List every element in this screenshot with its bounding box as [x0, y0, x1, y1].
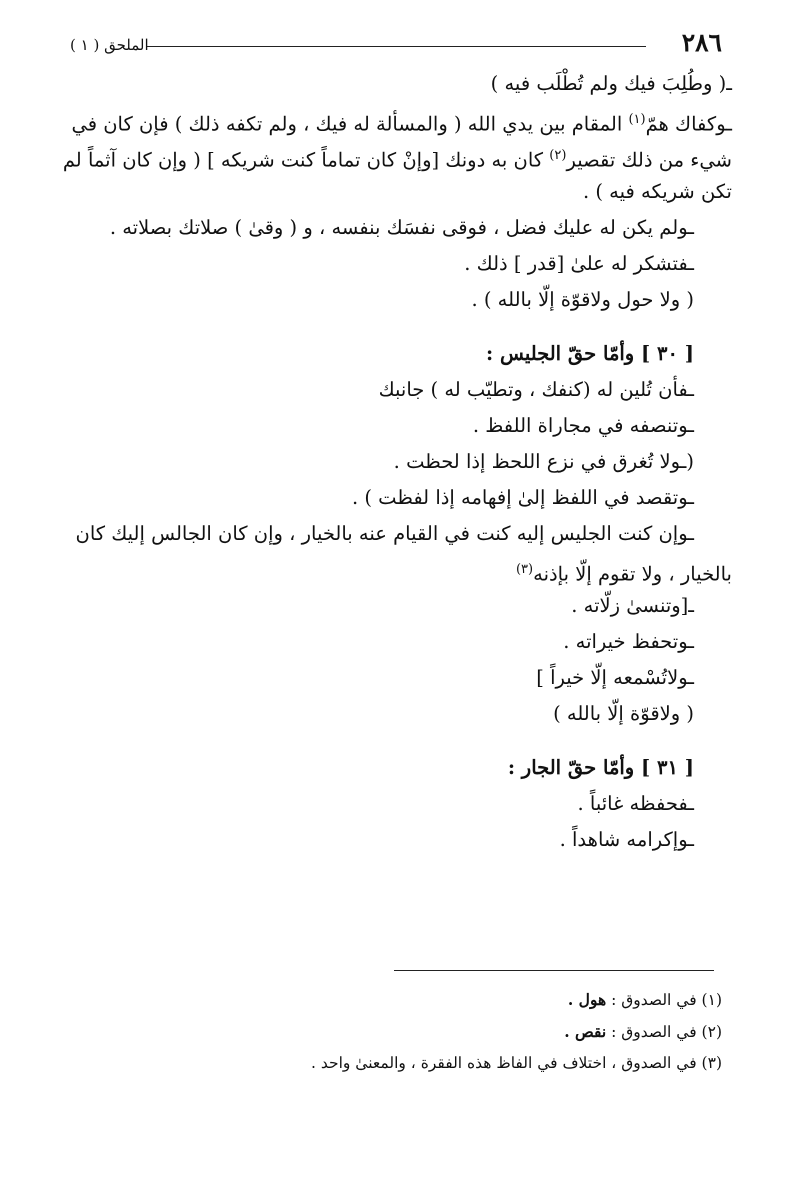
- footnote-ref: (٢): [549, 148, 567, 163]
- footnote-ref: (١): [628, 112, 646, 127]
- text-line: ـوتحفظ خيراته .: [563, 630, 694, 653]
- footnote-number: (٣): [701, 1054, 722, 1072]
- footnote-ref: (٣): [515, 562, 534, 577]
- text-line: ـولم يكن له عليك فضل ، فوقى نفسَك بنفسه ، و ( وقىٰ ) صلاتك بصلاته .: [109, 216, 694, 239]
- text-line: ـولاتُسْمعه إلّا خيراً ]: [536, 666, 694, 689]
- footnote: [70, 1016, 722, 1048]
- text-segment: شيء من ذلك تقصير: [566, 148, 732, 172]
- text-line: ـ[وتنسىٰ زلّاته .: [571, 594, 694, 617]
- page-header: [70, 28, 722, 62]
- text-segment: كان به دونك [وإنْ كان تماماً كنت شريكه ] ( وإن كان آثماً لم: [62, 148, 544, 172]
- footnotes: [70, 984, 722, 1079]
- footnote: [70, 984, 722, 1016]
- text-line: ( ولا حول ولاقوّة إلّا بالله ) .: [471, 288, 694, 311]
- footnote-number: (١): [701, 991, 722, 1009]
- footnote-text: في الصدوق :: [611, 991, 697, 1009]
- text-line: ـوتنصفه في مجاراة اللفظ .: [472, 414, 694, 437]
- footnote-text: في الصدوق :: [611, 1023, 697, 1041]
- section-heading: [ ٣٠ ] وأمّا حقّ الجليس :: [485, 342, 694, 365]
- footnote-word: نقص .: [564, 1022, 607, 1041]
- text-line: ـ( وطُلِبَ فيك ولم تُطْلَب فيه ): [490, 72, 732, 95]
- header-rule: [146, 46, 646, 47]
- text-line: ـفحفظه غائباً .: [577, 792, 694, 815]
- text-line: ـفتشكر له علىٰ [قدر ] ذلك .: [464, 252, 694, 275]
- text-line: ( ولاقوّة إلّا بالله ): [553, 702, 694, 725]
- text-line: (ـولا تُغرق في نزع اللحظ إذا لحظت .: [393, 450, 694, 473]
- text-segment: بالخيار ، ولا تقوم إلّا بإذنه: [533, 562, 732, 586]
- text-line: ـفأن تُلين له (كنفك ، وتطيّب له ) جانبك: [378, 378, 694, 401]
- text-line: ـوإن كنت الجليس إليه كنت في القيام عنه بالخيار ، وإن كان الجالس إليك كان: [75, 522, 694, 545]
- footnote-word: هول .: [567, 990, 607, 1009]
- footnote-number: (٢): [701, 1023, 722, 1041]
- page-number: ٢٨٦: [681, 28, 722, 57]
- footnote-text: في الصدوق ، اختلاف في الفاظ هذه الفقرة ، والمعنىٰ واحد .: [311, 1054, 697, 1072]
- text-line: [62, 138, 732, 174]
- text-segment: ـوكفاك همّ: [645, 112, 732, 136]
- text-line: [70, 552, 732, 588]
- main-text: [62, 66, 732, 858]
- text-line: ـوتقصد في اللفظ إلىٰ إفهامه إذا لفظت ) .: [351, 486, 694, 509]
- section-heading: [ ٣١ ] وأمّا حقّ الجار :: [507, 756, 694, 779]
- footnote-rule: [394, 970, 714, 971]
- text-line: تكن شريكه فيه ) .: [582, 180, 732, 203]
- text-line: [70, 102, 732, 138]
- footnote: [70, 1048, 722, 1079]
- text-line: ـوإكرامه شاهداً .: [559, 828, 694, 851]
- text-segment: المقام بين يدي الله ( والمسألة له فيك ، ولم تكفه ذلك ) فإن كان في: [71, 112, 623, 136]
- running-title: الملحق ( ١ ): [70, 36, 149, 54]
